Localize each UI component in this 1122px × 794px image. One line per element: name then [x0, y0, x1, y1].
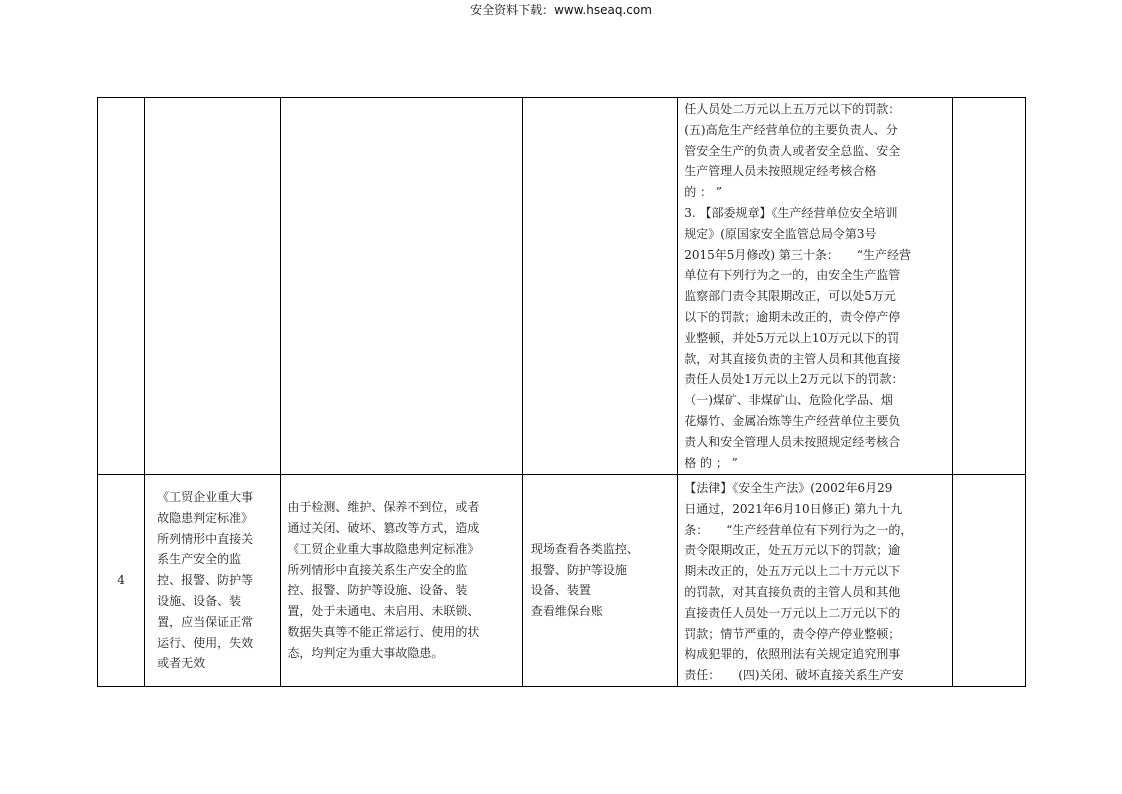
- cell-standard: [145, 475, 281, 687]
- text-line: 任人员处二万元以上五万元以下的罚款：: [684, 102, 901, 116]
- cell-description-empty: [281, 98, 523, 475]
- text-line: 设施、设备、装: [157, 593, 242, 608]
- text-line: 运行、使用，失效: [157, 635, 254, 650]
- text-line: 生产管理人员未按照规定经考核合格: [684, 164, 877, 179]
- description-text: [281, 497, 522, 663]
- cell-check-method: [522, 475, 677, 687]
- text-line: 条： “生产经营单位有下列行为之一的，: [684, 522, 913, 537]
- text-line: 构成犯罪的，依照刑法有关规定追究刑事: [684, 647, 901, 662]
- text-line: 置，处于未通电、未启用、未联锁、: [287, 604, 480, 619]
- text-line: 态，均判定为重大事故隐患。: [287, 645, 444, 660]
- text-line: (五)高危生产经营单位的主要负责人、分: [684, 122, 898, 137]
- text-line: 故隐患判定标准》: [157, 510, 254, 525]
- text-line: 系生产安全的监: [157, 552, 242, 567]
- text-line: 控、报警、防护等: [157, 573, 254, 588]
- text-line: 以下的罚款；逾期未改正的，责令停产停: [684, 309, 901, 324]
- text-line: 《工贸企业重大事: [157, 490, 254, 504]
- cell-standard-empty: [145, 98, 281, 475]
- text-line: 所列情形中直接关: [157, 531, 254, 546]
- text-line: 款，对其直接负责的主管人员和其他直接: [684, 351, 901, 366]
- text-line: 的 ： ”: [684, 185, 722, 200]
- check-method-text: [523, 539, 677, 622]
- text-line: 查看维保台账: [530, 604, 603, 619]
- text-line: 置，应当保证正常: [157, 614, 254, 629]
- text-line: 责人和安全管理人员未按照规定经考核合: [684, 434, 901, 449]
- legal-basis-text: [678, 98, 952, 473]
- hazard-table: [97, 97, 1026, 687]
- text-line: 或者无效: [157, 656, 206, 671]
- text-line: 罚款；情节严重的，责令停产停业整顿；: [684, 626, 901, 641]
- text-line: 由于检测、维护、保养不到位，或者: [287, 500, 480, 515]
- text-line: （一)煤矿、非煤矿山、危险化学品、烟: [684, 393, 893, 408]
- text-line: 责令限期改正，处五万元以下的罚款；逾: [684, 543, 901, 558]
- cell-legal-basis: [678, 475, 953, 687]
- text-line: 设备、装置: [530, 583, 591, 598]
- legal-basis-text: [678, 475, 952, 686]
- text-line: 直接责任人员处一万元以上二万元以下的: [684, 605, 901, 620]
- table-row-continued: [98, 98, 1026, 475]
- text-line: 《工贸企业重大事故隐患判定标准》: [287, 541, 480, 556]
- text-line: 的罚款，对其直接负责的主管人员和其他: [684, 584, 901, 599]
- cell-check-empty: [522, 98, 677, 475]
- table-row-4: [98, 475, 1026, 687]
- text-line: 日通过，2021年6月10日修正) 第九十九: [684, 501, 903, 516]
- text-line: 单位有下列行为之一的，由安全生产监管: [684, 268, 901, 283]
- text-line: 现场查看各类监控、: [530, 541, 639, 556]
- text-line: 控、报警、防护等设施、设备、装: [287, 583, 468, 598]
- text-line: 责任人员处1万元以上2万元以下的罚款：: [684, 372, 904, 387]
- row-number: 4: [98, 475, 145, 687]
- text-line: 业整顿，并处5万元以上10万元以下的罚: [684, 330, 900, 345]
- text-line: 所列情形中直接关系生产安全的监: [287, 562, 468, 577]
- text-line: 3. 【部委规章】《生产经营单位安全培训: [684, 205, 898, 220]
- text-line: 监察部门责令其限期改正，可以处5万元: [684, 289, 896, 304]
- text-line: 报警、防护等设施: [530, 562, 627, 577]
- text-line: 【法律】《安全生产法》(2002年6月29: [684, 481, 893, 495]
- text-line: 2015年5月修改) 第三十条： “生产经营: [684, 247, 912, 262]
- cell-number-empty: [98, 98, 145, 475]
- site-header: 安全资料下载：www.hseaq.com: [470, 3, 652, 17]
- text-line: 管安全生产的负责人或者安全总监、安全: [684, 143, 901, 158]
- standard-text: [145, 475, 280, 674]
- text-line: 格 的 ； ”: [684, 455, 738, 470]
- text-line: 花爆竹、金属冶炼等生产经营单位主要负: [684, 413, 901, 428]
- cell-remark: [952, 475, 1025, 687]
- text-line: 通过关闭、破坏、篡改等方式，造成: [287, 521, 480, 536]
- text-line: 期未改正的，处五万元以上二十万元以下: [684, 564, 901, 579]
- text-line: 数据失真等不能正常运行、使用的状: [287, 625, 480, 640]
- cell-legal-basis-continued: [678, 98, 953, 475]
- cell-description: [281, 475, 523, 687]
- text-line: 规定》(原国家安全监管总局令第3号: [684, 226, 877, 241]
- text-line: 责任： (四)关闭、破坏直接关系生产安: [684, 668, 904, 683]
- cell-remark-empty: [952, 98, 1025, 475]
